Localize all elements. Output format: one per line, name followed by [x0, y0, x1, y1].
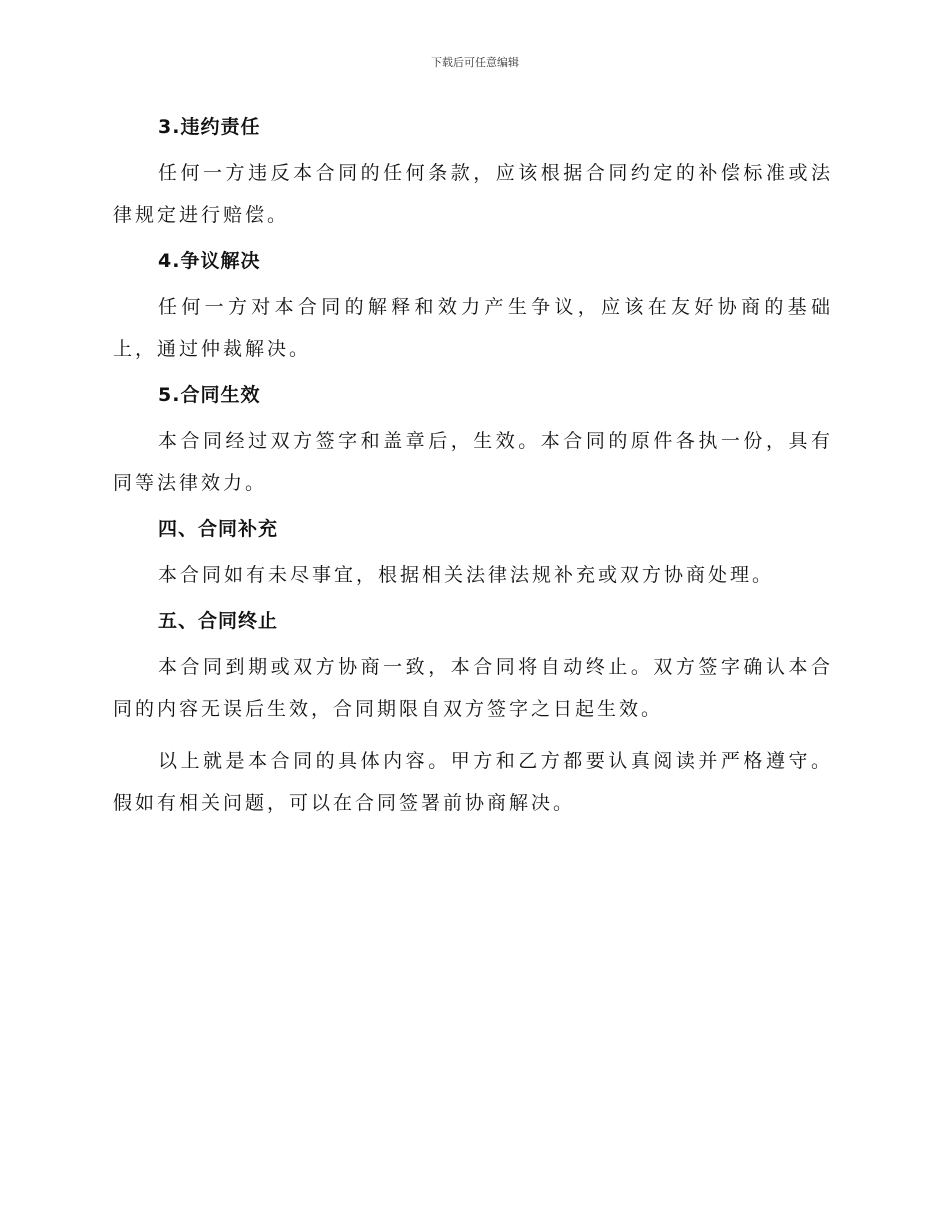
- section-heading: 五、合同终止: [158, 610, 279, 632]
- section-contract-supplement: [113, 514, 833, 606]
- paragraph: 任何一方对本合同的解释和效力产生争议，应该在友好协商的基础上，通过仲裁解决。: [113, 296, 833, 360]
- section-heading: 3.违约责任: [158, 116, 261, 138]
- paragraph: 任何一方违反本合同的任何条款，应该根据合同约定的补偿标准或法律规定进行赔偿。: [113, 162, 833, 226]
- header-note: 下载后可任意编辑: [431, 56, 519, 69]
- paragraph: 本合同到期或双方协商一致，本合同将自动终止。双方签字确认本合同的内容无误后生效，合同期限自双方签字之日起生效。: [113, 656, 833, 720]
- section-heading: 四、合同补充: [158, 518, 279, 540]
- paragraph: 本合同如有未尽事宜，根据相关法律法规补充或双方协商处理。: [158, 564, 775, 586]
- section-heading: 4.争议解决: [158, 250, 261, 272]
- section-heading: 5.合同生效: [158, 384, 261, 406]
- paragraph: 以上就是本合同的具体内容。甲方和乙方都要认真阅读并严格遵守。假如有相关问题，可以在合同签署前协商解决。: [113, 750, 833, 814]
- section-contract-effective: [113, 380, 833, 514]
- document-body: [113, 112, 833, 824]
- section-contract-termination: [113, 606, 833, 824]
- paragraph: 本合同经过双方签字和盖章后，生效。本合同的原件各执一份，具有同等法律效力。: [113, 430, 833, 494]
- section-dispute-resolution: [113, 246, 833, 380]
- section-breach-liability: [113, 112, 833, 246]
